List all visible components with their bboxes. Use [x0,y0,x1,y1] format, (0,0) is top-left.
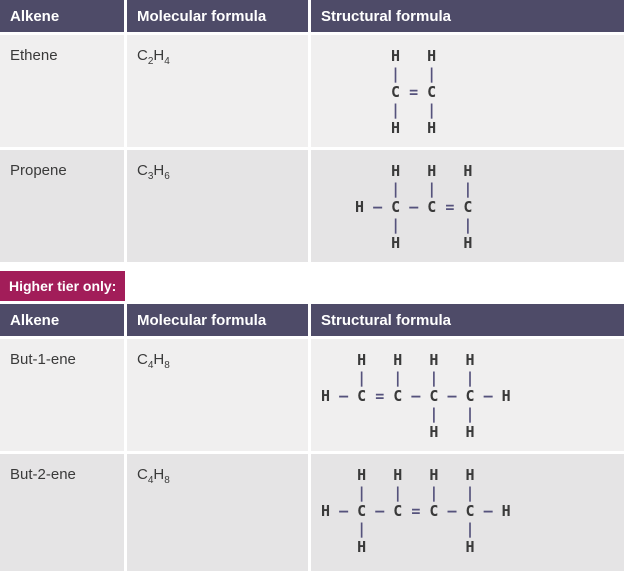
atom-H: H [501,387,511,405]
bond: — [483,387,493,405]
bond: — [409,198,419,216]
atom-H: H [393,466,403,484]
atom-H: H [357,466,367,484]
atom-C: C [391,83,401,101]
atom-C: C [463,198,473,216]
atom-C: C [427,83,437,101]
molecular-formula: $C_3H_6$ [127,150,308,262]
bond: | [357,484,367,502]
atom-H: H [391,162,401,180]
bond: | [357,520,367,538]
higher-tier-alkenes-table [0,304,624,571]
bond: — [339,387,349,405]
alkene-name: But-2-ene [0,454,124,571]
bond: | [393,484,403,502]
atom-H: H [391,119,401,137]
atom-H: H [321,502,331,520]
molecular-formula: $C_4H_8$ [127,454,308,571]
structural-formula-diagram [391,47,624,137]
alkene-name: But-1-ene [0,339,124,451]
atom-C: C [429,502,439,520]
atom-C: C [465,502,475,520]
atom-H: H [357,538,367,556]
bond: | [429,484,439,502]
bond: | [429,369,439,387]
atom-H: H [465,351,475,369]
column-header-alkene: Alkene [0,0,124,32]
atom-H: H [355,198,365,216]
alkenes-table [0,0,624,262]
molecular-formula: $C_2H_4$ [127,35,308,147]
alkene-name: Ethene [0,35,124,147]
structural-formula-cell [311,35,624,147]
structural-formula-cell [311,150,624,262]
bond: = [409,83,419,101]
atom-H: H [393,351,403,369]
atom-C: C [391,198,401,216]
column-header-structural-formula: Structural formula [311,0,624,32]
bond: | [465,369,475,387]
atom-C: C [357,502,367,520]
atom-C: C [465,387,475,405]
atom-C: C [427,198,437,216]
table-row-propene [0,150,624,262]
bond: | [465,484,475,502]
structural-formula-diagram [355,162,624,252]
atom-C: C [393,502,403,520]
table-header-row [0,304,624,336]
bond: — [411,387,421,405]
higher-tier-badge: Higher tier only: [0,271,125,301]
table-row-but-2-ene [0,454,624,571]
bond: | [391,216,401,234]
bond: | [465,405,475,423]
column-header-structural-formula: Structural formula [311,304,624,336]
higher-tier-badge-row [0,271,624,301]
atom-H: H [427,162,437,180]
column-header-alkene: Alkene [0,304,124,336]
structural-formula-diagram [321,466,624,556]
atom-C: C [357,387,367,405]
table-header-row [0,0,624,32]
atom-H: H [429,466,439,484]
bond: = [375,387,385,405]
atom-H: H [463,162,473,180]
atom-H: H [465,538,475,556]
bond: — [483,502,493,520]
structural-formula-cell [311,339,624,451]
bond: | [429,405,439,423]
bond: | [463,180,473,198]
bond: | [391,65,401,83]
bond: = [411,502,421,520]
bond: — [447,502,457,520]
structural-formula-cell [311,454,624,571]
bond: | [465,520,475,538]
alkene-name: Propene [0,150,124,262]
atom-H: H [429,351,439,369]
atom-H: H [391,47,401,65]
atom-C: C [429,387,439,405]
atom-H: H [463,234,473,252]
atom-H: H [465,423,475,441]
atom-H: H [391,234,401,252]
structural-formula-diagram [321,351,624,441]
bond: — [373,198,383,216]
table-row-but-1-ene [0,339,624,451]
bond: | [463,216,473,234]
bond: = [445,198,455,216]
bond: | [427,65,437,83]
bond: | [427,101,437,119]
bond: — [339,502,349,520]
atom-H: H [465,466,475,484]
atom-H: H [427,119,437,137]
atom-H: H [321,387,331,405]
table-row-ethene [0,35,624,147]
molecular-formula: $C_4H_8$ [127,339,308,451]
bond: | [357,369,367,387]
bond: — [375,502,385,520]
bond: | [391,180,401,198]
bond: — [447,387,457,405]
column-header-molecular-formula: Molecular formula [127,0,308,32]
bond: | [427,180,437,198]
atom-H: H [501,502,511,520]
atom-C: C [393,387,403,405]
bond: | [391,101,401,119]
atom-H: H [427,47,437,65]
atom-H: H [429,423,439,441]
atom-H: H [357,351,367,369]
column-header-molecular-formula: Molecular formula [127,304,308,336]
bond: | [393,369,403,387]
